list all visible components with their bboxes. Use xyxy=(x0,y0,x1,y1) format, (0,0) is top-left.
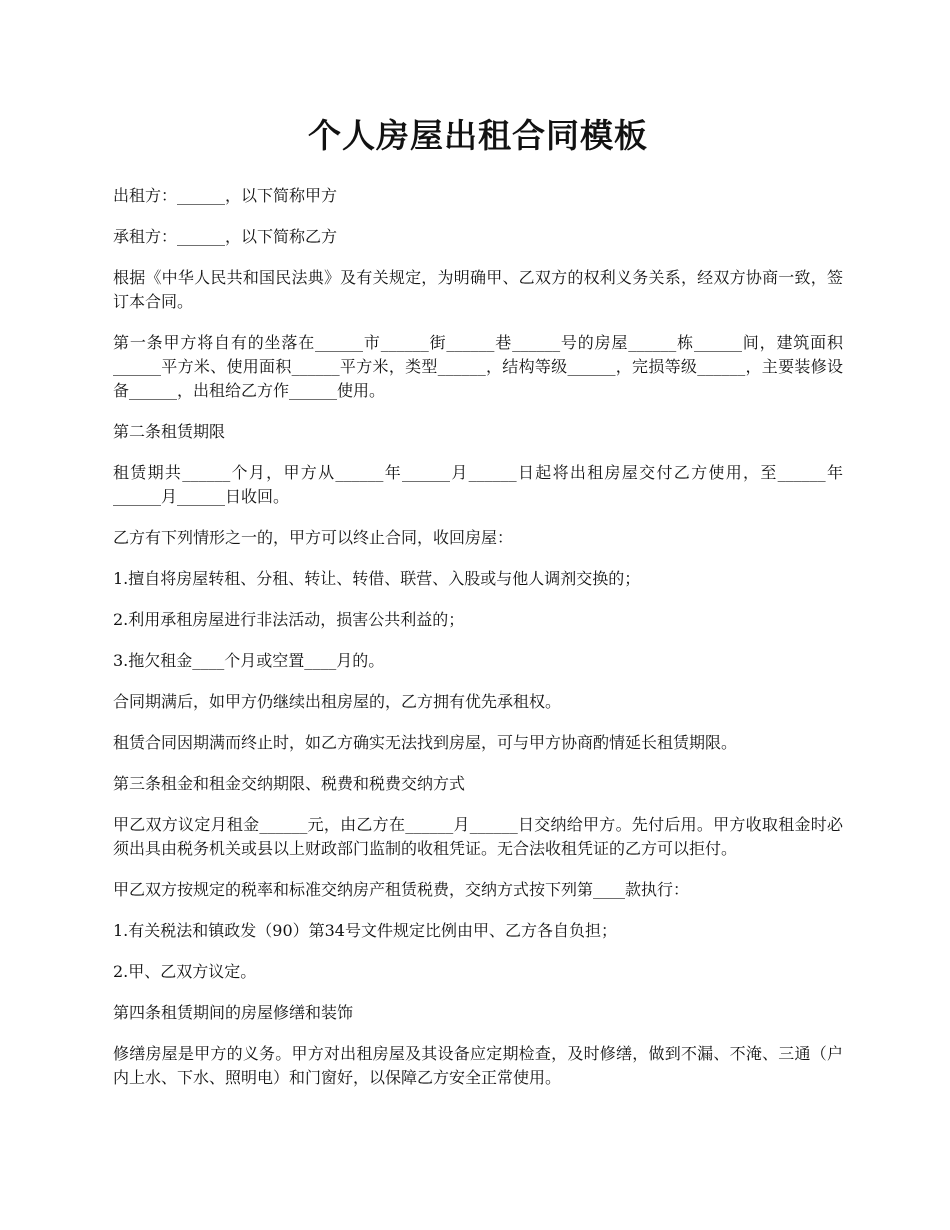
tax-item-1: 1.有关税法和镇政发（90）第34号文件规定比例由甲、乙方各自负担； xyxy=(113,921,617,940)
priority-lease-paragraph: 合同期满后，如甲方仍继续出租房屋的，乙方拥有优先承租权。 xyxy=(113,692,562,711)
repair-paragraph: 修缮房屋是甲方的义务。甲方对出租房屋及其设备应定期检查，及时修缮，做到不漏、不淹、三通（户内上水、下水、照明电）和门窗好，以保障乙方安全正常使用。 xyxy=(113,1044,843,1087)
document-page xyxy=(113,110,843,1107)
termination-intro-paragraph: 乙方有下列情形之一的，甲方可以终止合同，收回房屋： xyxy=(113,528,514,547)
lessor-line: 出租方：______，以下简称甲方 xyxy=(113,186,338,205)
preamble-paragraph: 根据《中华人民共和国民法典》及有关规定，为明确甲、乙双方的权利义务关系，经双方协商一致，签订本合同。 xyxy=(113,268,843,311)
document-title: 个人房屋出租合同模板 xyxy=(308,116,648,155)
lease-term-paragraph: 租赁期共______个月，甲方从______年______月______日起将出租房屋交付乙方使用，至______年______月______日收回。 xyxy=(113,463,843,506)
termination-item-3: 3.拖欠租金____个月或空置____月的。 xyxy=(113,651,385,670)
article-4-heading: 第四条租赁期间的房屋修缮和装饰 xyxy=(113,1003,354,1022)
article-2-heading: 第二条租赁期限 xyxy=(113,422,226,441)
rent-paragraph: 甲乙双方议定月租金______元，由乙方在______月______日交纳给甲方。先付后用。甲方收取租金时必须出具由税务机关或县以上财政部门监制的收租凭证。无合法收租凭证的乙方可以拒付。 xyxy=(113,815,843,858)
termination-item-1: 1.擅自将房屋转租、分租、转让、转借、联营、入股或与他人调剂交换的； xyxy=(113,569,641,588)
extension-paragraph: 租赁合同因期满而终止时，如乙方确实无法找到房屋，可与甲方协商酌情延长租赁期限。 xyxy=(113,733,738,752)
lessee-line: 承租方：______，以下简称乙方 xyxy=(113,227,338,246)
termination-item-2: 2.利用承租房屋进行非法活动，损害公共利益的； xyxy=(113,610,465,629)
article-3-heading: 第三条租金和租金交纳期限、税费和税费交纳方式 xyxy=(113,774,466,793)
tax-paragraph: 甲乙双方按规定的税率和标准交纳房产租赁税费，交纳方式按下列第____款执行： xyxy=(113,880,690,899)
article-1-paragraph: 第一条甲方将自有的坐落在______市______街______巷______号的房屋______栋______间，建筑面积______平方米、使用面积______平方米，类型______，结构等级______，完损等级______，主要装修设备______，出租给乙方作______使用。 xyxy=(113,333,843,400)
tax-item-2: 2.甲、乙双方议定。 xyxy=(113,962,257,981)
